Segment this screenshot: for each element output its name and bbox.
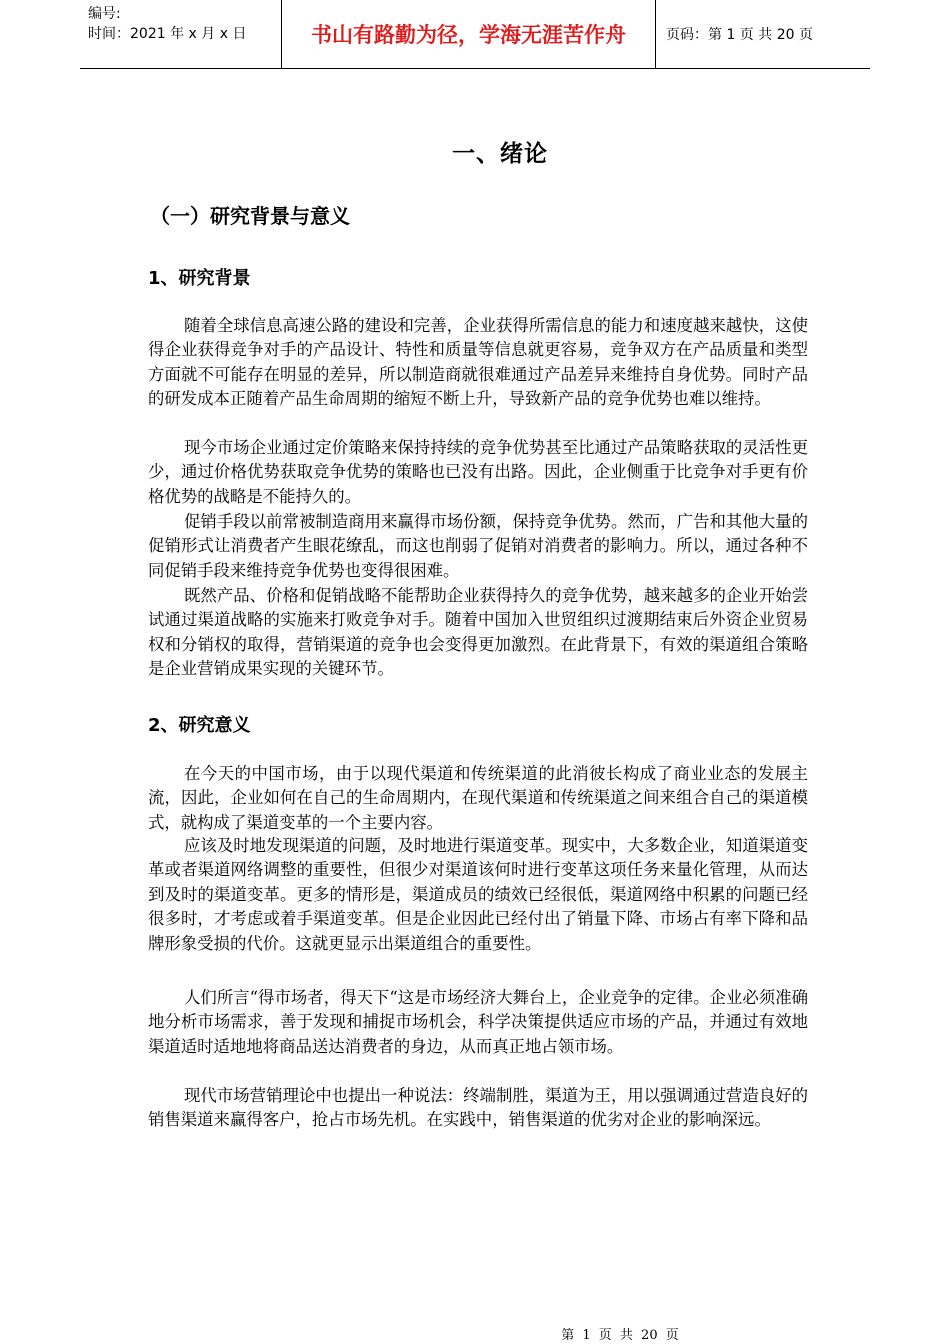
paragraph: 在今天的中国市场，由于以现代渠道和传统渠道的此消彼长构成了商业业态的发展主流，因此，企业如何在自己的生命周期内，在现代渠道和传统渠道之间来组合自己的渠道模式，就构成了渠道变革的一个主要内容。 <box>148 764 808 832</box>
document-time-label: 时间：2021 年 x 月 x 日 <box>88 26 247 42</box>
paragraph: 现代市场营销理论中也提出一种说法：终端制胜，渠道为王，用以强调通过营造良好的销售渠道来赢得客户，抢占市场先机。在实践中，销售渠道的优劣对企业的影响深远。 <box>148 1086 808 1130</box>
subsection-heading-background: 1、研究背景 <box>148 268 251 289</box>
header-meta-cell <box>80 0 282 68</box>
page-footer: 第 1 页 共 20 页 <box>561 1328 679 1343</box>
paragraph: 应该及时地发现渠道的问题，及时地进行渠道变革。现实中，大多数企业，知道渠道变革或者渠道网络调整的重要性，但很少对渠道该何时进行变革这项任务来量化管理，从而达到及时的渠道变革。更多的情形是，渠道成员的绩效已经很低，渠道网络中积累的问题已经很多时，才考虑或着手渠道变革。但是企业因此已经付出了销量下降、市场占有率下降和品牌形象受损的代价。这就更显示出渠道组合的重要性。 <box>148 836 808 953</box>
paragraph: 人们所言“得市场者，得天下“这是市场经济大舞台上，企业竞争的定律。企业必须准确地分析市场需求，善于发现和捕捉市场机会，科学决策提供适应市场的产品，并通过有效地渠道适时适地地将商品送达消费者的身边，从而真正地占领市场。 <box>148 988 808 1056</box>
paragraph: 随着全球信息高速公路的建设和完善，企业获得所需信息的能力和速度越来越快，这使得企业获得竞争对手的产品设计、特性和质量等信息就更容易，竞争双方在产品质量和类型方面就不可能存在明显的差异，所以制造商就很难通过产品差异来维持自身优势。同时产品的研发成本正随着产品生命周期的缩短不断上升，导致新产品的竞争优势也难以维持。 <box>148 316 808 409</box>
header-page-info: 页码：第 1 页 共 20 页 <box>666 27 813 43</box>
chapter-title: 一、绪论 <box>452 141 548 167</box>
page-header <box>80 0 870 69</box>
paragraph: 现今市场企业通过定价策略来保持持续的竞争优势甚至比通过产品策略获取的灵活性更少，通过价格优势获取竞争优势的策略也已没有出路。因此，企业侧重于比竞争对手更有价格优势的战略是不能持久的。 <box>148 438 808 506</box>
header-motto: 书山有路勤为径，学海无涯苦作舟 <box>282 0 656 68</box>
section-heading: （一）研究背景与意义 <box>150 204 350 228</box>
document-number-label: 编号: <box>88 6 121 22</box>
paragraph: 既然产品、价格和促销战略不能帮助企业获得持久的竞争优势，越来越多的企业开始尝试通过渠道战略的实施来打败竞争对手。随着中国加入世贸组织过渡期结束后外资企业贸易权和分销权的取得，营销渠道的竞争也会变得更加激烈。在此背景下，有效的渠道组合策略是企业营销成果实现的关键环节。 <box>148 586 808 679</box>
paragraph: 促销手段以前常被制造商用来赢得市场份额，保持竞争优势。然而，广告和其他大量的促销形式让消费者产生眼花缭乱，而这也削弱了促销对消费者的影响力。所以，通过各种不同促销手段来维持竞争优势也变得很困难。 <box>148 512 808 580</box>
subsection-heading-significance: 2、研究意义 <box>148 715 251 736</box>
